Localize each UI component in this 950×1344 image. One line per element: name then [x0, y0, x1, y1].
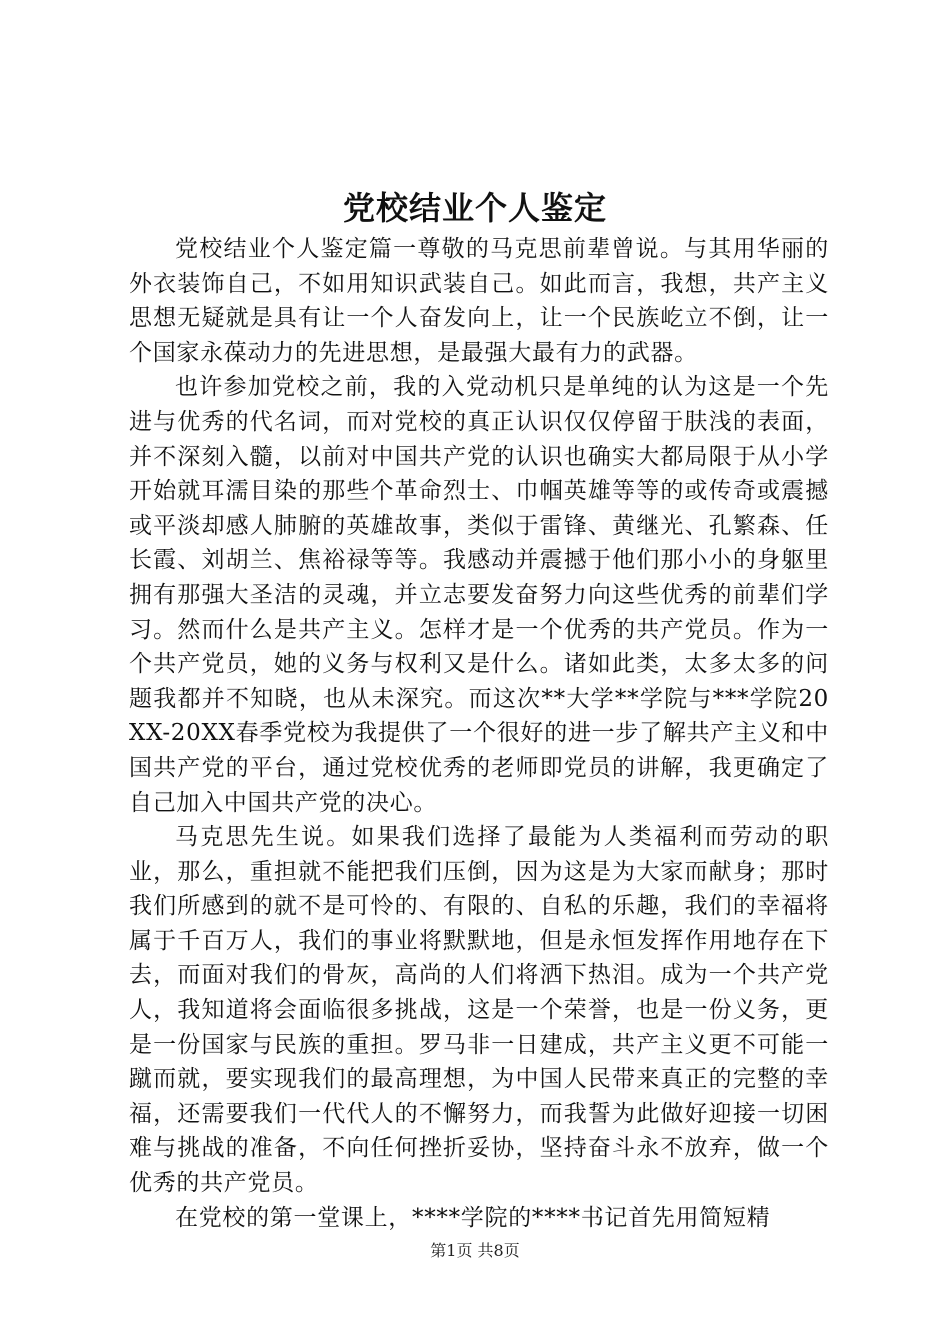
document-body [129, 232, 829, 1235]
paragraph-2: 也许参加党校之前，我的入党动机只是单纯的认为这是一个先进与优秀的代名词，而对党校的真正认识仅仅停留于肤浅的表面，并不深刻入髓，以前对中国共产党的认识也确实大都局限于从小学开始就耳濡目染的那些个革命烈士、巾帼英雄等等的或传奇或震撼或平淡却感人肺腑的英雄故事，类似于雷锋、黄继光、孔繁森、任长霞、刘胡兰、焦裕禄等等。我感动并震撼于他们那小小的身躯里拥有那强大圣洁的灵魂，并立志要发奋努力向这些优秀的前辈们学习。然而什么是共产主义。怎样才是一个优秀的共产党员。作为一个共产党员，她的义务与权利又是什么。诸如此类，太多太多的问题我都并不知晓，也从未深究。而这次**大学**学院与***学院20XX-20XX春季党校为我提供了一个很好的进一步了解共产主义和中国共产党的平台，通过党校优秀的老师即党员的讲解，我更确定了自己加入中国共产党的决心。 [129, 374, 829, 816]
document-title: 党校结业个人鉴定 [342, 189, 607, 227]
paragraph-4: 在党校的第一堂课上，****学院的****书记首先用简短精 [175, 1204, 771, 1231]
paragraph-1: 党校结业个人鉴定篇一尊敬的马克思前辈曾说。与其用华丽的外衣装饰自己，不如用知识武装自己。如此而言，我想，共产主义思想无疑就是具有让一个人奋发向上，让一个民族屹立不倒，让一个国家永葆动力的先进思想，是最强大最有力的武器。 [129, 236, 829, 366]
paragraph-3: 马克思先生说。如果我们选择了最能为人类福利而劳动的职业，那么，重担就不能把我们压倒，因为这是为大家而献身；那时我们所感到的就不是可怜的、有限的、自私的乐趣，我们的幸福将属于千百万人，我们的事业将默默地，但是永恒发挥作用地存在下去，而面对我们的骨灰，高尚的人们将洒下热泪。成为一个共产党人，我知道将会面临很多挑战，这是一个荣誉，也是一份义务，更是一份国家与民族的重担。罗马非一日建成，共产主义更不可能一蹴而就，要实现我们的最高理想，为中国人民带来真正的完整的幸福，还需要我们一代代人的不懈努力，而我誓为此做好迎接一切困难与挑战的准备，不向任何挫折妥协，坚持奋斗永不放弃，做一个优秀的共产党员。 [129, 824, 829, 1197]
page-number-footer: 第1页 共8页 [430, 1241, 520, 1260]
